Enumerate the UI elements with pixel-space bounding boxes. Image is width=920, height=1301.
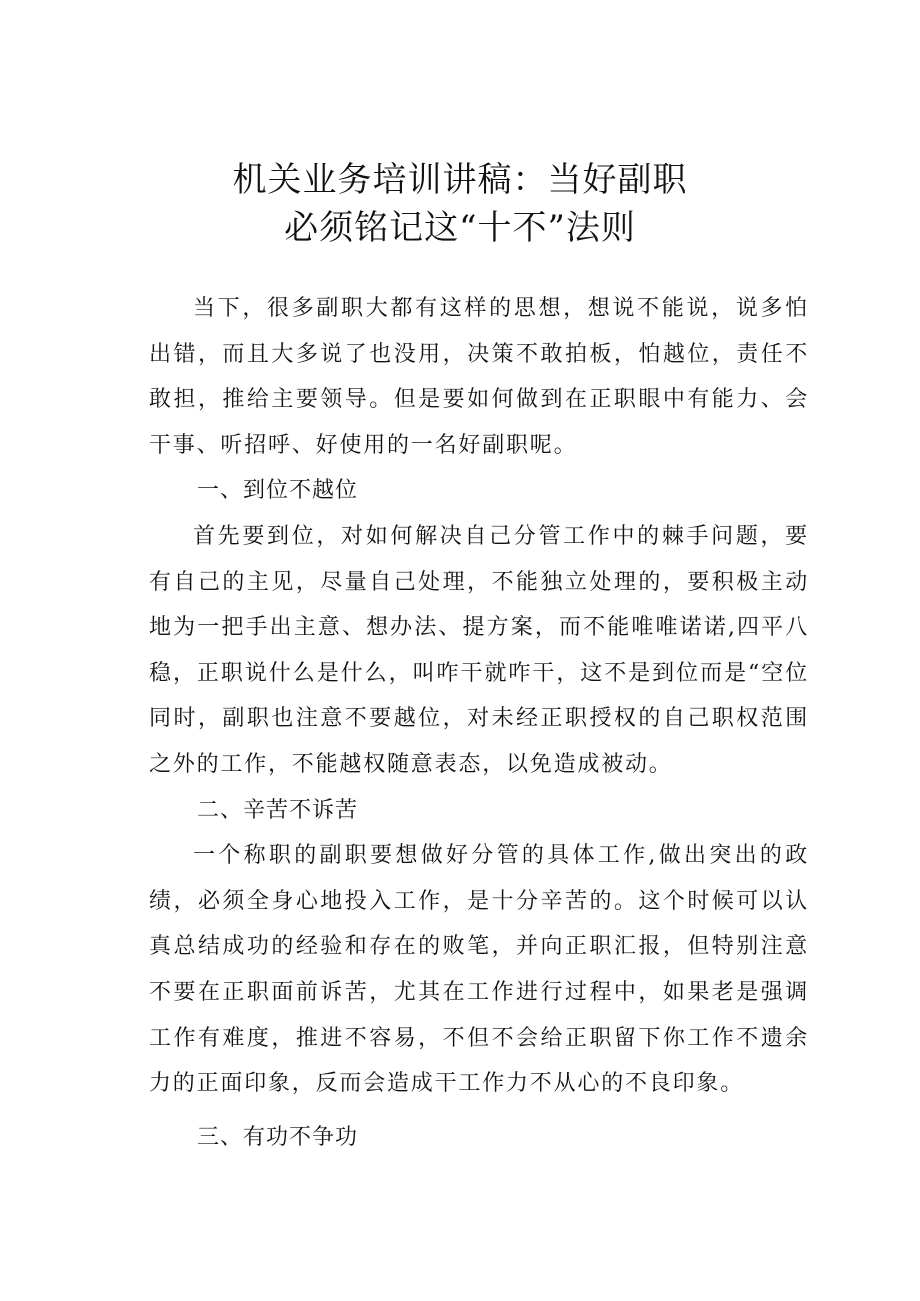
intro-paragraph: 当下，很多副职大都有这样的思想，想说不能说，说多怕出错，而且大多说了也没用，决策不敢拍板，怕越位，责任不敢担，推给主要领导。但是要如何做到在正职眼中有能力、会干事、听招呼、好使用的一名好副职呢。 [149, 296, 809, 458]
title-line-2: 必须铭记这“十不”法则 [284, 208, 636, 248]
section-heading-3: 三、有功不争功 [197, 1124, 359, 1150]
section-paragraph-2: 一个称职的副职要想做好分管的具体工作,做出突出的政绩，必须全身心地投入工作，是十分辛苦的。这个时候可以认真总结成功的经验和存在的败笔，并向正职汇报，但特别注意不要在正职面前诉苦，尤其在工作进行过程中，如果老是强调工作有难度，推进不容易，不但不会给正职留下你工作不遗余力的正面印象，反而会造成干工作力不从心的不良印象。 [149, 843, 809, 1097]
document-title [0, 156, 920, 252]
section-heading-2: 二、辛苦不诉苦 [197, 797, 359, 823]
document-body [149, 286, 809, 1160]
title-line-1: 机关业务培训讲稿：当好副职 [232, 160, 688, 200]
section-paragraph-1: 首先要到位，对如何解决自己分管工作中的棘手问题，要有自己的主见，尽量自己处理，不能独立处理的，要积极主动地为一把手出主意、想办法、提方案，而不能唯唯诺诺,四平八稳，正职说什么是什么，叫咋干就咋干，这不是到位而是“空位同时，副职也注意不要越位，对未经正职授权的自己职权范围之外的工作，不能越权随意表态，以免造成被动。 [149, 523, 809, 777]
section-heading-1: 一、到位不越位 [197, 478, 359, 504]
